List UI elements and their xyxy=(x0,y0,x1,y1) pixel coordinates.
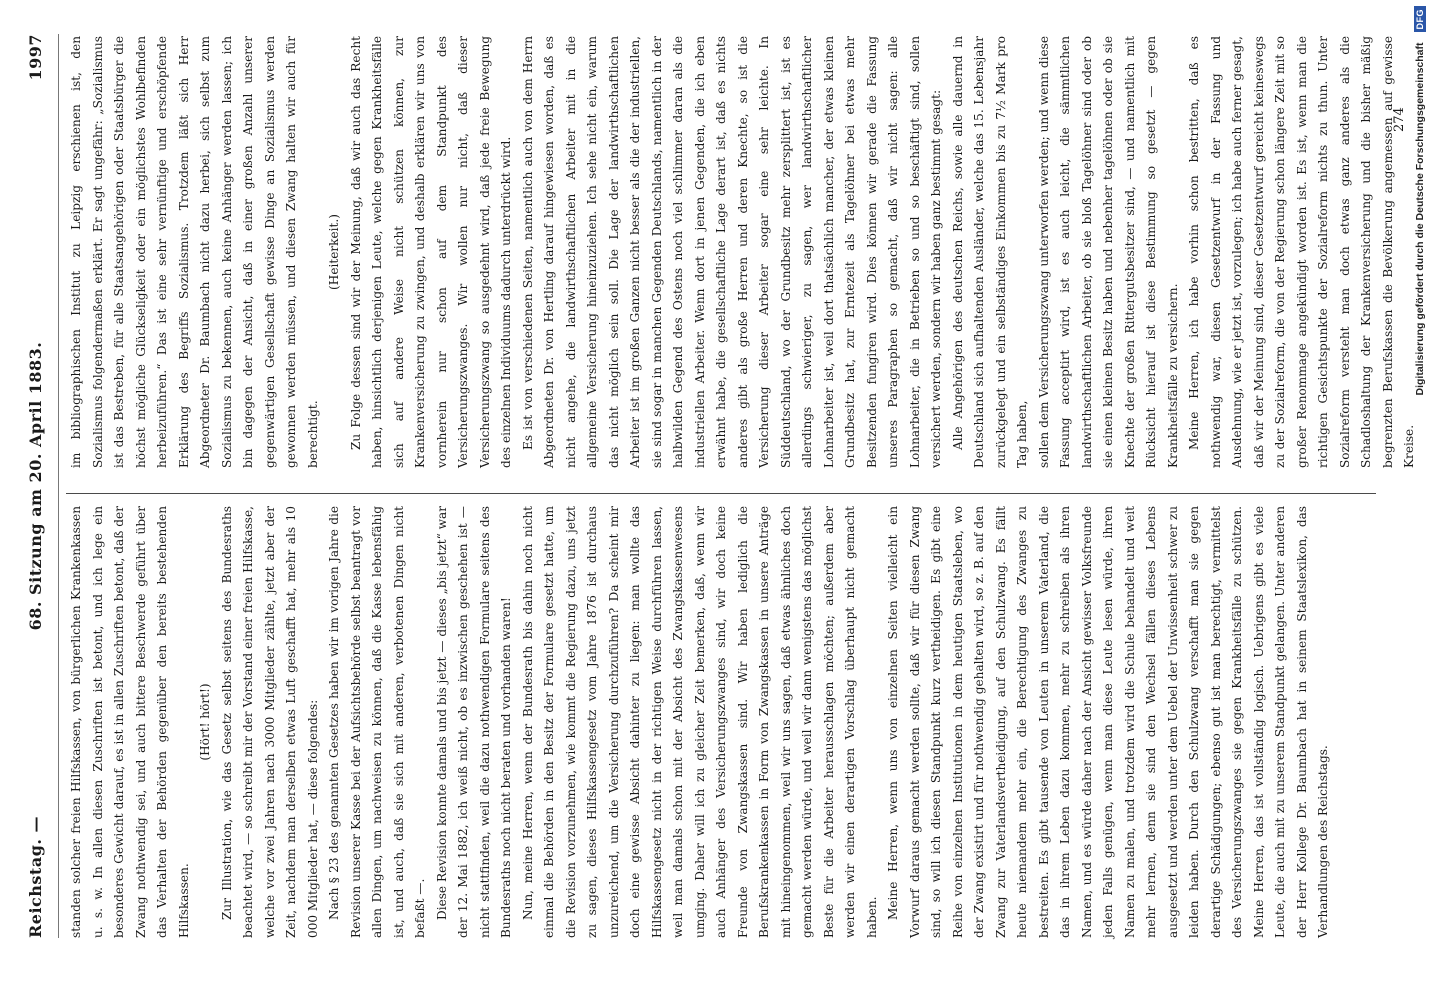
left-quote: Nach § 23 des genannten Gesetzes haben wir im vorigen Jahre die Revision unserer Kasse bei der Aufsichtsbehörde selbst beantragt vor allen Dingen, um nachweisen zu können, daß die Kasse lebensfähig ist, und auch, daß sie sich mit anderen, verbotenen Dingen nicht befaßt —. xyxy=(327,506,427,938)
right-paragraph: Es ist von verschiedenen Seiten, namentlich auch von dem Herrn Abgeordneten Dr. von Hertling darauf hingewiesen worden, daß es nicht angehe, die landwirthschaftlichen Arbeiter mit in die allgemeine Versicherung hineinzuziehen. Ich sehe nicht ein, warum das nicht möglich sein soll. Die Lage der landwirthschaftlichen Arbeiter ist im großen Ganzen nicht besser als die der industriellen, sie sind sogar in manchen Gegenden Deutschlands, namentlich in der halbwilden Gegend des Ostens noch viel schlimmer daran als die industriellen Arbeiter. Wenn dort in jenen Gegenden, die ich eben erwähnt habe, die gesellschaftliche Lage derart ist, daß es nichts anderes gibt als große Herren und deren Knechte, so ist die Versicherung dieser Arbeiter sogar eine sehr leichte. In Süddeutschland, wo der Grundbesitz mehr zersplittert ist, ist es allerdings schwieriger, zu sagen, wer landwirthschaftlicher Lohnarbeiter ist, weil dort thatsächlich mancher, der etwas kleinen Grundbesitz hat, zur Erntezeit als Tagelöhner bei etwas mehr Besitzenden fungiren wird. Dies können wir gerade die Fassung unseres Paragraphen so gemacht, daß wir nicht sagen: alle Lohnarbeiter, die in Betrieben so und so beschäftigt sind, sollen versichert werden, sondern wir haben ganz bestimmt gesagt: xyxy=(520,36,943,468)
header-session-title: 68. Sitzung am 20. April 1883. xyxy=(26,341,45,631)
left-paragraph: Meine Herren, wenn uns von einzelnen Seiten vielleicht ein Vorwurf daraus gemacht werden sollte, daß wir für diesen Zwang sind, so will ich diesen Standpunkt kurz vertheidigen. Es gibt eine Reihe von einzelnen Institutionen in dem heutigen Staatsleben, wo der Zwang existirt und für nothwendig gehalten wird, so z. B. auf den Zwang zur Vaterlandsvertheidigung, auf den Schulzwang. Es fällt heute niemandem mehr ein, die Berechtigung des Zwanges zu bestreiten. Es gibt tausende von Leuten in unserem Vaterland, die das in ihrem Leben dazu kommen, mehr zu schreiben als ihren Namen, und es würde daher nach der Ansicht gewisser Volksfreunde jeden Falls genügen, wenn man diese Leute lesen würde, ihren Namen zu malen, und trotzdem wird die Schule behandelt und weit mehr lernen, denn sie sind den Wechsel fällen dieses Lebens ausgesetzt und werden unter dem Uebel der Unwissenheit schwer zu leiden haben. Durch den Schulzwang verschafft man sie gegen derartige Schädigungen; ebenso gut ist man berechtigt, vermittelst des Versicherungszwanges sie gegen Krankheitsfälle zu schützen. Meine Herren, das ist vollständig logisch. Uebrigens gibt es viele Leute, die auch mit zu unserem Standpunkt gelangen. Unter anderen der Herr Kollege Dr. Baumbach hat in seinem Staatslexikon, das Verhandlungen des Reichstags. xyxy=(886,506,1330,938)
left-column xyxy=(66,506,1411,938)
left-paragraph: standen solcher freien Hilfskassen, von bürgerlichen Krankenkassen u. s. w. In allen diesen Zuschriften ist betont, und ich lege ein besonderes Gewicht darauf, es ist in allen Zuschriften betont, daß der Zwang nothwendig sei, und auch bittere Beschwerde geführt über das Verhalten der Behörden gegenüber den bereits bestehenden Hilfskassen. xyxy=(69,506,191,938)
header-page-number: 1997 xyxy=(26,34,45,81)
right-paragraph: Zu Folge dessen sind wir der Meinung, daß wir auch das Recht haben, hinsichtlich derjenigen Leute, welche gegen Krankheitsfälle sich auf andere Weise nicht schützen können, zur Krankenversicherung zu zwingen, und deshalb erklären wir uns von vornherein nur schon auf dem Standpunkt des Versicherungszwanges. Wir wollen nur nicht, daß dieser Versicherungszwang so ausgedehnt wird, daß jede freie Bewegung des einzelnen Individuums dadurch unterdrückt wird. xyxy=(348,36,513,468)
left-paragraph: Diese Revision konnte damals und bis jetzt — dieses „bis jetzt“ war der 12. Mai 1882, ich weiß nicht, ob es inzwischen geschehen ist — nicht stattfinden, weil die dazu nothwendigen Formulare seitens des Bundesraths noch nicht beraten und vorhanden waren! xyxy=(434,506,513,938)
right-column xyxy=(66,36,1416,468)
right-interjection: (Heiterkeit.) xyxy=(327,214,341,290)
left-paragraph: Zur Illustration, wie das Gesetz selbst seitens des Bundesraths beachtet wird, — so schreibt mir der Vorstand einer freien Hilfskasse, welche vor zwei Jahren nach 3000 Mitglieder zählte, jetzt aber der Zeit, nachdem man derselben etwas Luft geschafft hat, mehr als 10 000 Mitglieder hat, — diese folgendes: xyxy=(219,506,320,938)
page-header xyxy=(26,34,50,938)
column-divider xyxy=(66,493,1376,494)
header-left: Reichstag. — xyxy=(26,815,45,938)
credit-line xyxy=(1408,0,1432,1000)
left-paragraph: Nun, meine Herren, wenn der Bundesrath bis dahin noch nicht einmal die Behörden in den Besitz der Formulare gesetzt hatte, um die Revision vorzunehmen, wie kommt die Regierung dazu, uns jetzt zu sagen, dieses Hilfskassengesetz vom Jahre 1876 ist durchaus unzureichend, um die Versicherung durchzuführen? Da scheint mir doch eine gewisse Absicht dahinter zu liegen: man wollte das Hilfskassengesetz nicht in der richtigen Weise durchführen lassen, weil man damals schon mit der Absicht des Zwangskassenwesens umging. Daher will ich zu gleicher Zeit bemerken, daß, wenn wir auch Anhänger des Versicherungszwanges sind, wir doch keine Freunde von Zwangskassen sind. Wir haben lediglich die Berufskrankenkassen in Form von Zwangskassen in unsere Anträge mit hineingenommen, weil wir uns sagen, daß etwas ähnliches doch gemacht werden würde, und weil wir dann wenigstens das möglichst Beste für die Arbeiter herausschlagen möchten; außerdem aber werden wir einen derartigen Vorschlag überhaupt nicht gemacht haben. xyxy=(520,506,879,938)
right-quote: Alle Angehörigen des deutschen Reichs, sowie alle dauernd in Deutschland sich aufhaltenden Ausländer, welche das 15. Lebensjahr zurückgelegt und ein selbständiges Einkommen bis zu 7½ Mark pro Tag haben, xyxy=(950,36,1029,468)
dfg-logo: DFG xyxy=(1414,6,1426,33)
header-rule xyxy=(58,34,59,938)
digitization-credit-strip xyxy=(1408,0,1432,1000)
left-interjection: (Hört! hört!) xyxy=(198,683,212,761)
right-paragraph: sollen dem Versicherungszwang unterworfen werden; und wenn diese Fassung acceptirt wird, ist es auch leicht, die sämmtlichen landwirthschaftlichen Arbeiter, ob sie bloß Tagelöhner sind oder ob sie einen kleinen Besitz haben und nebenher tagelöhnen oder ob sie Knechte der großen Rittergutsbesitzer sind, — und namentlich mit Rücksicht hierauf ist diese Bestimmung so gesetzt — gegen Krankheitsfälle zu versichern. xyxy=(1036,36,1180,468)
signature-number: 274 xyxy=(1392,107,1407,132)
credit-text: Digitalisierung gefördert durch die Deutsche Forschungsgemeinschaft xyxy=(1414,42,1426,396)
right-paragraph: Meine Herren, ich habe vorhin schon bestritten, daß es nothwendig war, diesen Gesetzentwurf in der Fassung und Ausdehnung, wie er jetzt ist, vorzulegen; ich habe auch ferner gesagt, daß wir der Meinung sind, dieser Gesetzentwurf gereicht keineswegs zu der Sozialreform, die von der Regierung schon längere Zeit mit so großer Renommage angekündigt worden ist. Es ist, wenn man die richtigen Gesichtspunkte der Sozialreform nichts zu thun. Unter Sozialreform versteht man doch etwas ganz anderes als die Schadloshaltung der Krankenversicherung und die bisher mäßig begrenzten Berufskassen die Bevölkerung angemessen auf gewisse Kreise. xyxy=(1187,36,1416,468)
right-paragraph: im bibliographischen Institut zu Leipzig erschienen ist, den Sozialismus folgendermaßen erklärt. Er sagt ungefähr: „Sozialismus ist das Bestreben, für alle Staatsangehörigen oder Staatsbürger die höchst mögliche Glückseligkeit oder ein möglichstes Wohlbefinden herbeizuführen.“ Das ist eine sehr vernünftige und erschöpfende Erklärung des Begriffs Sozialismus. Trotzdem läßt sich Herr Abgeordneter Dr. Baumbach nicht dazu herbei, sich selbst zum Sozialismus zu bekennen, auch keine Anhänger werden lassen; ich bin dagegen der Ansicht, daß in einer großen Anzahl unserer gegenwärtigen Gesellschaft gewisse Dinge an Sozialismus werden gewonnen werden müssen, und diesen Zwang halten wir auch für berechtigt. xyxy=(69,36,320,468)
